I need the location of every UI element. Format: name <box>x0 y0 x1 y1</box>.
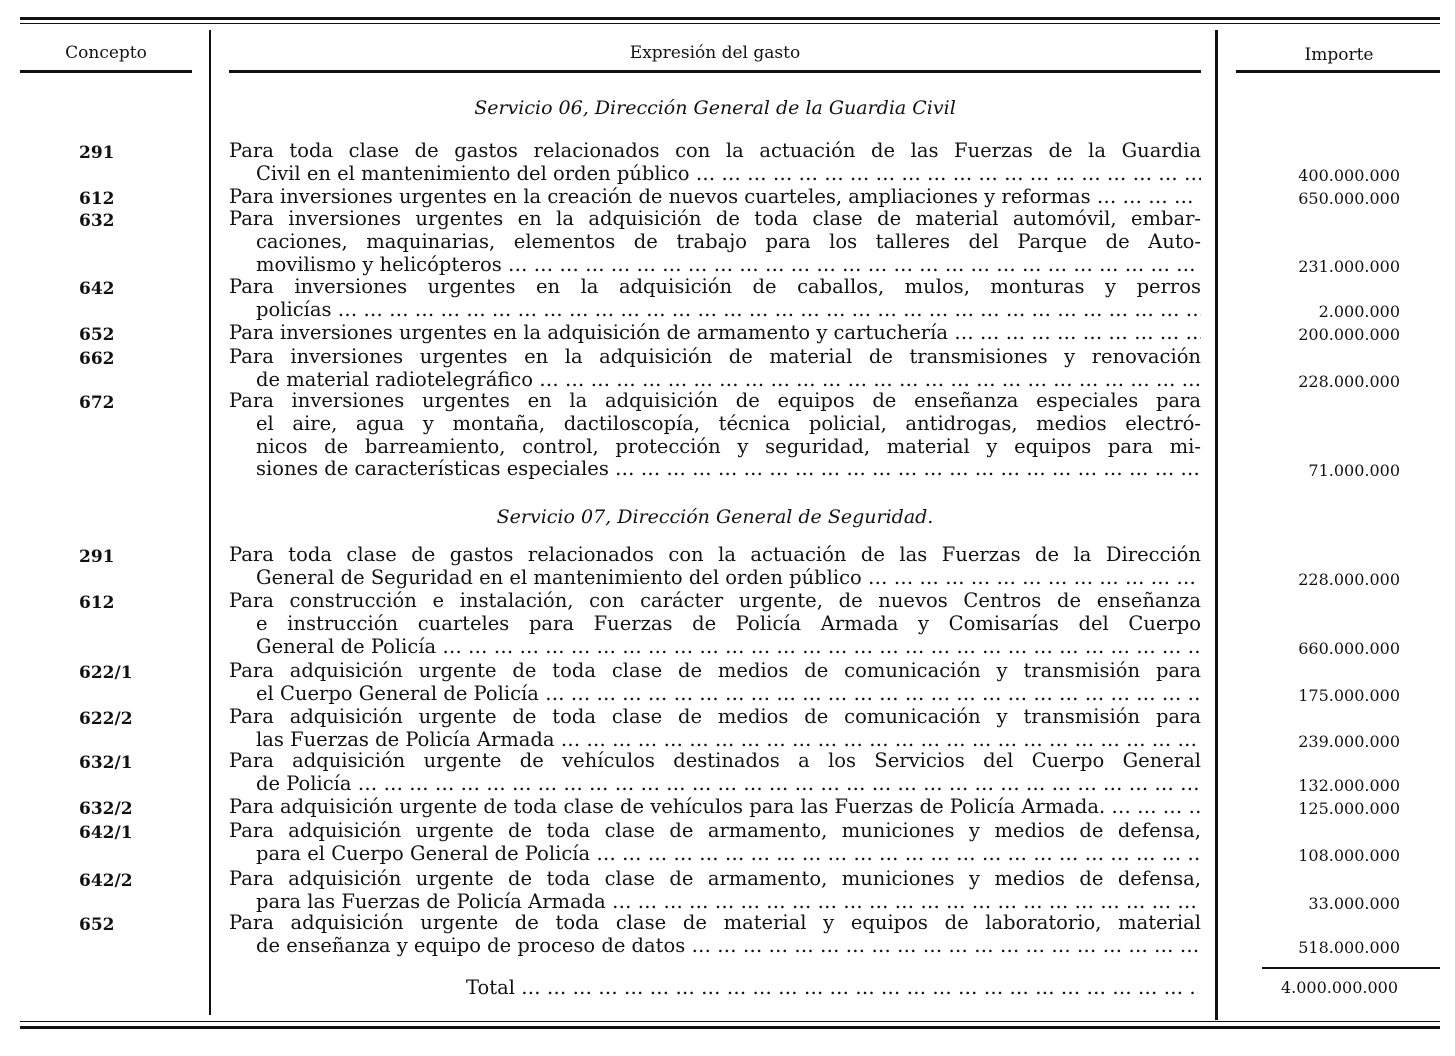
expense-amount: 71.000.000 <box>1308 461 1400 481</box>
expense-description <box>229 912 1201 958</box>
description-line: el aire, agua y montaña, dactiloscopía, técnica policial, antidrogas, medios electró- <box>256 412 1201 435</box>
description-line: siones de características especiales … … … … … … … … … … … … … … … … … … … … … … … … … … … … … … … … … … … … … … … … … … … … … … <box>229 458 1201 481</box>
bottom-rule <box>20 1026 1440 1029</box>
expense-amount: 518.000.000 <box>1298 937 1400 957</box>
description-line: Para toda clase de gastos relacionados con la actuación de las Fuerzas de la Dirección <box>229 544 1201 566</box>
top-rule <box>20 17 1440 20</box>
section-title: Servicio 07, Dirección General de Seguridad. <box>496 506 934 528</box>
expense-amount: 400.000.000 <box>1298 165 1400 185</box>
description-line: Para construcción e instalación, con carácter urgente, de nuevos Centros de enseñanza <box>229 590 1201 612</box>
column-divider-right <box>1215 30 1218 1020</box>
description-line: Para adquisición urgente de toda clase de medios de comunicación y transmisión para <box>229 706 1201 728</box>
expense-description <box>229 186 1201 209</box>
expense-amount: 228.000.000 <box>1298 371 1400 391</box>
expense-amount: 650.000.000 <box>1298 189 1400 208</box>
description-line: e instrucción cuarteles para Fuerzas de Policía Armada y Comisarías del Cuerpo <box>256 612 1201 635</box>
total-amount-rule <box>1262 967 1440 969</box>
description-line: General de Seguridad en el mantenimiento del orden público … … … … … … … … … … … … … … … … … … … … … … … … … … … … … … … … … … … … … … … … … … … … … … <box>229 567 1201 590</box>
concept-code: 642/2 <box>79 871 133 891</box>
expense-amount: 132.000.000 <box>1298 775 1400 795</box>
description-line: Para inversiones urgentes en la adquisición de equipos de enseñanza especiales para <box>229 390 1201 412</box>
description-line: General de Policía … … … … … … … … … … … … … … … … … … … … … … … … … … … … … … … … … … … … … … … … … … … … … … <box>229 636 1201 659</box>
expense-description <box>229 208 1201 276</box>
description-line: caciones, maquinarias, elementos de trabajo para los talleres del Parque de Auto- <box>256 230 1201 253</box>
concept-code: 642/1 <box>79 823 133 843</box>
expense-amount: 33.000.000 <box>1308 893 1400 913</box>
expense-amount: 660.000.000 <box>1298 638 1400 658</box>
description-line: Para inversiones urgentes en la adquisición de armamento y cartuchería … … … … … … … … … … … … … … … … … … … … … … … … … … … … … … … … … … … … … … … … … … … … … … <box>229 322 1201 345</box>
description-line: Civil en el mantenimiento del orden público … … … … … … … … … … … … … … … … … … … … … … … … … … … … … … … … … … … … … … … … … … … … … … <box>229 163 1201 186</box>
expense-description <box>229 868 1201 914</box>
concept-code: 622/1 <box>79 663 133 683</box>
concept-code: 662 <box>79 349 115 369</box>
expense-description <box>229 660 1201 706</box>
description-line: Para adquisición urgente de toda clase de armamento, municiones y medios de defensa, <box>229 820 1201 842</box>
concept-code: 622/2 <box>79 709 133 729</box>
expense-description <box>229 750 1201 796</box>
description-line: Para adquisición urgente de toda clase de armamento, municiones y medios de defensa, <box>229 868 1201 890</box>
description-line: Para adquisición urgente de toda clase de medios de comunicación y transmisión para <box>229 660 1201 682</box>
description-line: movilismo y helicópteros … … … … … … … … … … … … … … … … … … … … … … … … … … … … … … … … … … … … … … … … … … … … … … <box>229 254 1201 277</box>
header-underline-concepto <box>20 70 192 73</box>
description-line: Para adquisición urgente de toda clase de vehículos para las Fuerzas de Policía Armada. … … … … … … … … … … … … … … … … … … … … … … … … … … … … … … … … … … … … … … … … … … … … … … <box>229 796 1201 819</box>
expense-description <box>229 820 1201 866</box>
description-line: Para adquisición urgente de vehículos destinados a los Servicios del Cuerpo General <box>229 750 1201 772</box>
description-line: para el Cuerpo General de Policía … … … … … … … … … … … … … … … … … … … … … … … … … … … … … … … … … … … … … … … … … … … … … … <box>229 843 1201 866</box>
description-line: Para inversiones urgentes en la adquisición de toda clase de material automóvil, embar- <box>229 208 1201 230</box>
total-label-text: Total … … … … … … … … … … … … … … … … … … … … … … … … … … … … … … … … … … … … … … … … … … … … … … <box>466 977 1198 1000</box>
description-line: las Fuerzas de Policía Armada … … … … … … … … … … … … … … … … … … … … … … … … … … … … … … … … … … … … … … … … … … … … … … <box>229 729 1201 752</box>
description-line: de Policía … … … … … … … … … … … … … … … … … … … … … … … … … … … … … … … … … … … … … … … … … … … … … … <box>229 773 1201 796</box>
description-line: Para inversiones urgentes en la adquisición de caballos, mulos, monturas y perros <box>229 276 1201 298</box>
description-line: Para inversiones urgentes en la adquisición de material de transmisiones y renovación <box>229 346 1201 368</box>
description-line: nicos de barreamiento, control, protección y seguridad, material y equipos para mi- <box>256 435 1201 458</box>
description-line: de material radiotelegráfico … … … … … … … … … … … … … … … … … … … … … … … … … … … … … … … … … … … … … … … … … … … … … … <box>229 369 1201 392</box>
expense-amount: 239.000.000 <box>1298 731 1400 751</box>
expense-description <box>229 276 1201 322</box>
total-label <box>466 977 1198 1000</box>
expense-description <box>229 322 1201 345</box>
header-expresion: Expresión del gasto <box>629 43 801 63</box>
description-line: el Cuerpo General de Policía … … … … … … … … … … … … … … … … … … … … … … … … … … … … … … … … … … … … … … … … … … … … … … <box>229 683 1201 706</box>
top-rule-thin <box>20 23 1440 24</box>
header-importe: Importe <box>1304 45 1374 65</box>
concept-code: 612 <box>79 189 115 209</box>
description-line: policías … … … … … … … … … … … … … … … … … … … … … … … … … … … … … … … … … … … … … … … … … … … … … … <box>229 299 1201 322</box>
section-title: Servicio 06, Dirección General de la Guardia Civil <box>474 97 956 119</box>
description-line: para las Fuerzas de Policía Armada … … … … … … … … … … … … … … … … … … … … … … … … … … … … … … … … … … … … … … … … … … … … … … <box>229 891 1201 914</box>
expense-description <box>229 590 1201 658</box>
expense-description <box>229 706 1201 752</box>
concept-code: 672 <box>79 393 115 413</box>
concept-code: 612 <box>79 593 115 613</box>
concept-code: 652 <box>79 325 115 345</box>
concept-code: 632/2 <box>79 799 133 819</box>
bottom-rule-thin <box>20 1021 1440 1022</box>
expense-amount: 228.000.000 <box>1298 569 1400 589</box>
expense-amount: 231.000.000 <box>1298 256 1400 276</box>
expense-amount: 2.000.000 <box>1318 301 1400 321</box>
expense-amount: 125.000.000 <box>1298 799 1400 818</box>
header-underline-importe <box>1236 70 1440 73</box>
concept-code: 632/1 <box>79 753 133 773</box>
concept-code: 652 <box>79 915 115 935</box>
concept-code: 632 <box>79 211 115 231</box>
description-line: Para inversiones urgentes en la creación de nuevos cuarteles, ampliaciones y reformas … … … … … … … … … … … … … … … … … … … … … … … … … … … … … … … … … … … … … … … … … … … … … … <box>229 186 1201 209</box>
description-line: Para adquisición urgente de toda clase de material y equipos de laboratorio, material <box>229 912 1201 934</box>
description-line: Para toda clase de gastos relacionados con la actuación de las Fuerzas de la Guardia <box>229 140 1201 162</box>
concept-code: 291 <box>79 143 115 163</box>
column-divider-left <box>209 30 211 1015</box>
expense-description <box>229 390 1201 481</box>
concept-code: 642 <box>79 279 115 299</box>
expense-description <box>229 796 1201 819</box>
expense-amount: 200.000.000 <box>1298 325 1400 344</box>
header-concepto: Concepto <box>65 43 147 63</box>
expense-amount: 175.000.000 <box>1298 685 1400 705</box>
expense-amount: 108.000.000 <box>1298 845 1400 865</box>
total-amount: 4.000.000.000 <box>1280 978 1398 997</box>
expense-description <box>229 140 1201 186</box>
expense-description <box>229 544 1201 590</box>
expense-description <box>229 346 1201 392</box>
description-line: de enseñanza y equipo de proceso de datos … … … … … … … … … … … … … … … … … … … … … … … … … … … … … … … … … … … … … … … … … … … … … … <box>229 935 1201 958</box>
header-underline-expresion <box>229 70 1201 73</box>
concept-code: 291 <box>79 547 115 567</box>
